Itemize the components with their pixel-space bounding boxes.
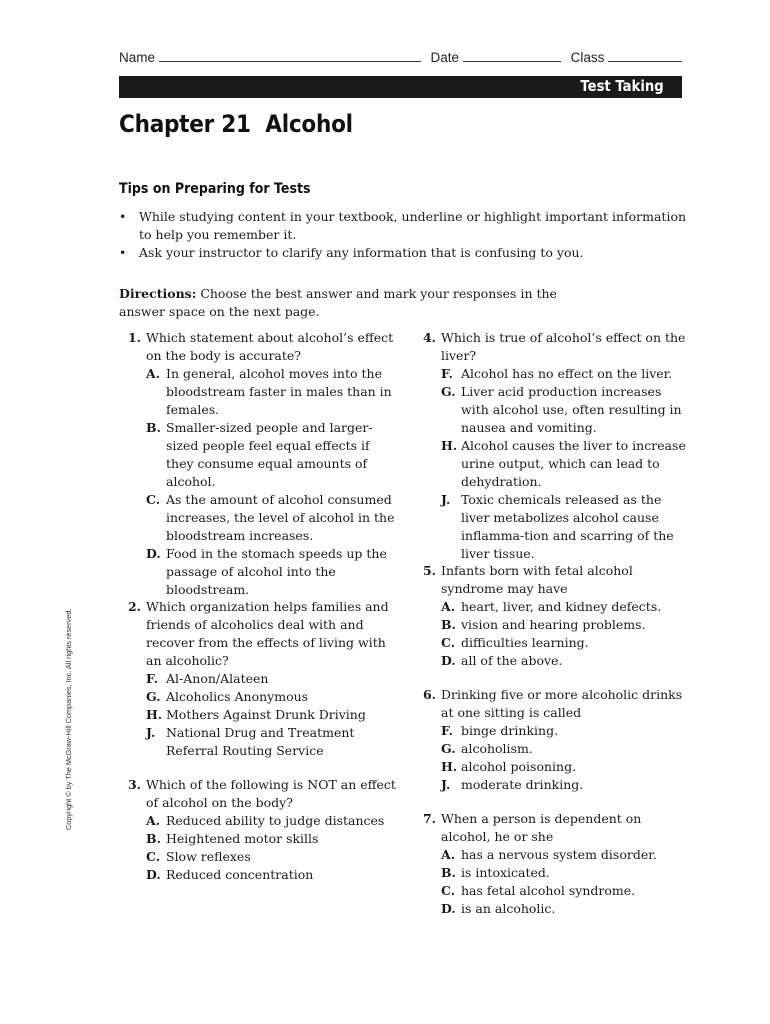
answer-option[interactable] bbox=[441, 740, 689, 758]
option-letter: G. bbox=[441, 384, 456, 399]
option-letter: F. bbox=[441, 366, 453, 381]
option-text: Alcohol has no effect on the liver. bbox=[461, 366, 673, 381]
option-letter: B. bbox=[441, 617, 456, 632]
question-text: Drinking five or more alcoholic drinks at one sitting is called bbox=[441, 687, 683, 720]
tip-item bbox=[119, 208, 689, 244]
question-2 bbox=[119, 598, 399, 760]
question-number: 5. bbox=[422, 563, 436, 578]
answer-option[interactable] bbox=[146, 545, 399, 599]
question-number: 4. bbox=[422, 330, 436, 345]
option-text: Mothers Against Drunk Driving bbox=[166, 707, 366, 722]
question-6 bbox=[414, 686, 689, 794]
option-letter: C. bbox=[441, 635, 456, 650]
option-text: Alcoholics Anonymous bbox=[166, 689, 309, 704]
option-text: Toxic chemicals released as the liver metabolizes alcohol cause inflamma-tion and scarring of the liver tissue. bbox=[461, 492, 674, 561]
option-text: Liver acid production increases with alcohol use, often resulting in nausea and vomiting. bbox=[461, 384, 682, 435]
option-letter: J. bbox=[441, 777, 451, 792]
answer-option[interactable] bbox=[441, 491, 689, 563]
option-letter: C. bbox=[146, 492, 161, 507]
answer-option[interactable] bbox=[441, 616, 689, 634]
answer-option[interactable] bbox=[441, 846, 689, 864]
question-text: Which organization helps families and friends of alcoholics deal with and recover from the effects of living with an alcoholic? bbox=[146, 599, 389, 668]
option-text: As the amount of alcohol consumed increases, the level of alcohol in the bloodstream increases. bbox=[166, 492, 395, 543]
answer-option[interactable] bbox=[146, 365, 399, 419]
option-text: Alcohol causes the liver to increase urine output, which can lead to dehydration. bbox=[461, 438, 686, 489]
option-text: binge drinking. bbox=[461, 723, 559, 738]
option-text: alcohol poisoning. bbox=[461, 759, 577, 774]
tip-text: Ask your instructor to clarify any information that is confusing to you. bbox=[139, 245, 584, 260]
question-text: When a person is dependent on alcohol, he or she bbox=[441, 811, 642, 844]
answer-option[interactable] bbox=[441, 634, 689, 652]
option-letter: C. bbox=[441, 883, 456, 898]
question-text: Which of the following is NOT an effect of alcohol on the body? bbox=[146, 777, 396, 810]
option-letter: J. bbox=[146, 725, 156, 740]
answer-option[interactable] bbox=[441, 900, 689, 918]
option-text: Heightened motor skills bbox=[166, 831, 319, 846]
option-letter: D. bbox=[441, 653, 456, 668]
option-letter: B. bbox=[146, 420, 161, 435]
directions-label: Directions: bbox=[119, 286, 197, 301]
answer-option[interactable] bbox=[441, 758, 689, 776]
option-text: vision and hearing problems. bbox=[461, 617, 646, 632]
answer-option[interactable] bbox=[146, 670, 399, 688]
option-letter: F. bbox=[441, 723, 453, 738]
answer-option[interactable] bbox=[441, 365, 689, 383]
option-letter: G. bbox=[441, 741, 456, 756]
option-letter: A. bbox=[441, 847, 456, 862]
option-letter: D. bbox=[146, 867, 161, 882]
bullet-icon: • bbox=[119, 209, 127, 224]
option-letter: B. bbox=[441, 865, 456, 880]
directions bbox=[119, 285, 599, 321]
option-letter: A. bbox=[441, 599, 456, 614]
tip-text: While studying content in your textbook, underline or highlight important information to help you remember it. bbox=[139, 209, 687, 242]
option-text: has fetal alcohol syndrome. bbox=[461, 883, 636, 898]
tips-heading: Tips on Preparing for Tests bbox=[119, 181, 311, 197]
option-letter: H. bbox=[441, 759, 458, 774]
answer-option[interactable] bbox=[441, 722, 689, 740]
banner-title: Test Taking bbox=[580, 77, 664, 95]
class-field[interactable] bbox=[608, 50, 682, 62]
bullet-icon: • bbox=[119, 245, 127, 260]
question-number: 2. bbox=[127, 599, 141, 614]
tip-item bbox=[119, 244, 689, 262]
answer-option[interactable] bbox=[146, 688, 399, 706]
option-letter: C. bbox=[146, 849, 161, 864]
question-number: 3. bbox=[127, 777, 141, 792]
date-label: Date bbox=[430, 50, 460, 65]
answer-option[interactable] bbox=[441, 437, 689, 491]
class-label: Class bbox=[570, 50, 605, 65]
directions-text: Choose the best answer and mark your responses in the answer space on the next page. bbox=[119, 286, 557, 319]
question-1 bbox=[119, 329, 399, 599]
question-5 bbox=[414, 562, 689, 670]
question-number: 1. bbox=[127, 330, 141, 345]
question-7 bbox=[414, 810, 689, 918]
option-text: Slow reflexes bbox=[166, 849, 251, 864]
tips-list bbox=[119, 208, 689, 262]
answer-option[interactable] bbox=[441, 882, 689, 900]
copyright-notice: Copyright © by The McGraw-Hill Companies, Inc. All rights reserved. bbox=[64, 608, 73, 830]
option-letter: J. bbox=[441, 492, 451, 507]
date-field[interactable] bbox=[463, 50, 561, 62]
option-text: moderate drinking. bbox=[461, 777, 584, 792]
answer-option[interactable] bbox=[146, 866, 399, 884]
question-text: Infants born with fetal alcohol syndrome may have bbox=[441, 563, 633, 596]
answer-option[interactable] bbox=[146, 812, 399, 830]
option-text: Food in the stomach speeds up the passage of alcohol into the bloodstream. bbox=[166, 546, 387, 597]
option-text: heart, liver, and kidney defects. bbox=[461, 599, 662, 614]
option-text: alcoholism. bbox=[461, 741, 533, 756]
answer-option[interactable] bbox=[146, 830, 399, 848]
name-label: Name bbox=[119, 50, 156, 65]
option-text: Smaller-sized people and larger-sized people feel equal effects if they consume equal amounts of alcohol. bbox=[166, 420, 373, 489]
option-letter: H. bbox=[441, 438, 458, 453]
option-letter: G. bbox=[146, 689, 161, 704]
section-banner bbox=[119, 76, 682, 98]
name-field[interactable] bbox=[159, 50, 421, 62]
answer-option[interactable] bbox=[146, 848, 399, 866]
option-text: difficulties learning. bbox=[461, 635, 589, 650]
option-text: is an alcoholic. bbox=[461, 901, 556, 916]
answer-option[interactable] bbox=[441, 652, 689, 670]
option-letter: F. bbox=[146, 671, 158, 686]
answer-option[interactable] bbox=[146, 419, 399, 491]
answer-option[interactable] bbox=[441, 776, 689, 794]
option-letter: H. bbox=[146, 707, 163, 722]
answer-option[interactable] bbox=[441, 864, 689, 882]
option-text: is intoxicated. bbox=[461, 865, 550, 880]
option-text: has a nervous system disorder. bbox=[461, 847, 657, 862]
option-text: Reduced concentration bbox=[166, 867, 314, 882]
question-number: 6. bbox=[422, 687, 436, 702]
question-4 bbox=[414, 329, 689, 563]
option-letter: B. bbox=[146, 831, 161, 846]
answer-option[interactable] bbox=[441, 598, 689, 616]
option-text: National Drug and Treatment Referral Routing Service bbox=[166, 725, 355, 758]
answer-option[interactable] bbox=[441, 383, 689, 437]
answer-option[interactable] bbox=[146, 724, 399, 760]
option-text: all of the above. bbox=[461, 653, 563, 668]
option-letter: A. bbox=[146, 366, 161, 381]
answer-option[interactable] bbox=[146, 706, 399, 724]
question-text: Which statement about alcohol’s effect on the body is accurate? bbox=[146, 330, 394, 363]
question-3 bbox=[119, 776, 399, 884]
option-text: Reduced ability to judge distances bbox=[166, 813, 385, 828]
option-letter: D. bbox=[146, 546, 161, 561]
option-letter: A. bbox=[146, 813, 161, 828]
question-number: 7. bbox=[422, 811, 436, 826]
option-text: Al-Anon/Alateen bbox=[166, 671, 269, 686]
option-text: In general, alcohol moves into the bloodstream faster in males than in females. bbox=[166, 366, 392, 417]
header-fields bbox=[119, 50, 682, 68]
answer-option[interactable] bbox=[146, 491, 399, 545]
option-letter: D. bbox=[441, 901, 456, 916]
page-title: Chapter 21 Alcohol bbox=[119, 110, 353, 138]
question-text: Which is true of alcohol’s effect on the liver? bbox=[441, 330, 686, 363]
